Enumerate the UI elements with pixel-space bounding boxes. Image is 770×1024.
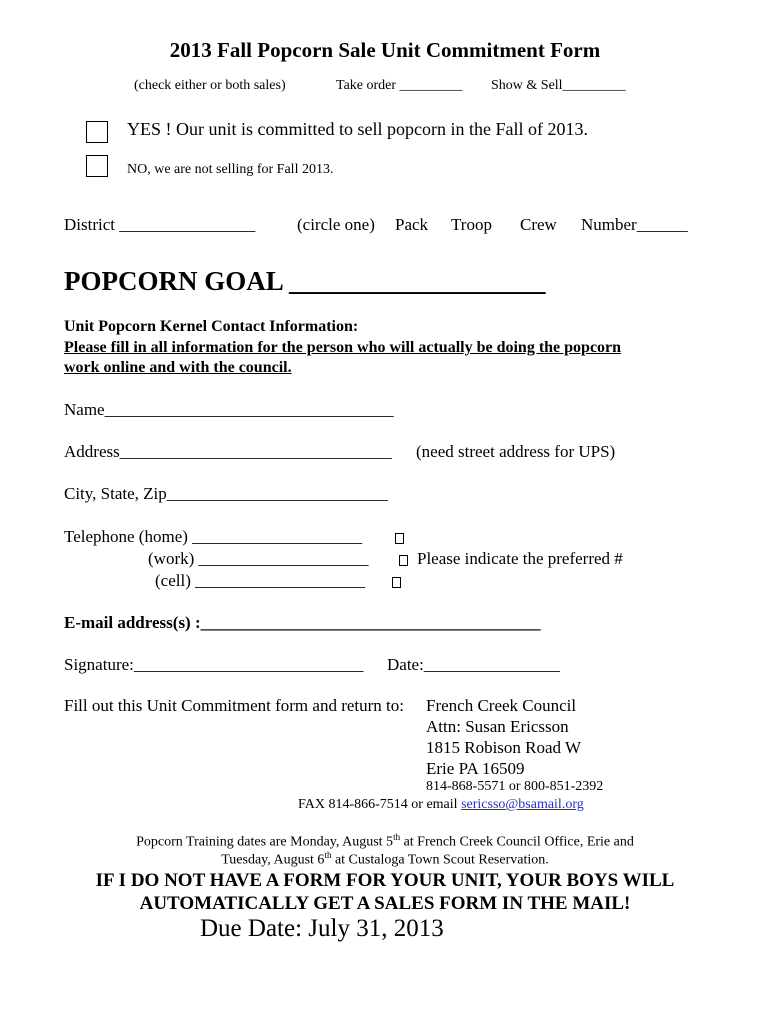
unit-type-troop[interactable]: Troop	[451, 215, 492, 234]
yes-option-label: YES ! Our unit is committed to sell popcorn in the Fall of 2013.	[127, 119, 588, 139]
training-line1: Popcorn Training dates are Monday, August 5th at French Creek Council Office, Erie and	[136, 832, 634, 850]
return-org: French Creek Council	[426, 696, 577, 715]
phone-home-preferred-checkbox[interactable]	[395, 533, 404, 544]
no-checkbox[interactable]	[86, 155, 108, 177]
unit-number-field[interactable]: Number______	[581, 215, 688, 234]
sale-type-hint: (check either or both sales)	[134, 78, 286, 93]
preferred-number-note: Please indicate the preferred #	[417, 549, 623, 568]
phone-work-preferred-checkbox[interactable]	[399, 555, 408, 566]
show-sell-field[interactable]: Show & Sell_________	[491, 78, 626, 93]
contact-heading: Unit Popcorn Kernel Contact Information:	[64, 318, 359, 335]
email-field[interactable]: E-mail address(s) :________________________________________	[64, 613, 541, 632]
take-order-field[interactable]: Take order _________	[336, 78, 463, 93]
signature-field[interactable]: Signature:___________________________	[64, 655, 364, 674]
circle-one-label: (circle one)	[297, 215, 375, 234]
phone-cell-field[interactable]: (cell) ____________________	[155, 571, 366, 590]
address-field[interactable]: Address________________________________	[64, 442, 392, 461]
phone-work-field[interactable]: (work) ____________________	[148, 549, 369, 568]
phone-home-field[interactable]: Telephone (home) ____________________	[64, 527, 363, 546]
date-field[interactable]: Date:________________	[387, 655, 560, 674]
phone-cell-preferred-checkbox[interactable]	[392, 577, 401, 588]
no-option-label: NO, we are not selling for Fall 2013.	[127, 162, 334, 177]
unit-type-pack[interactable]: Pack	[395, 215, 429, 234]
name-field[interactable]: Name__________________________________	[64, 400, 394, 419]
yes-checkbox[interactable]	[86, 121, 108, 143]
due-date: Due Date: July 31, 2013	[200, 915, 444, 942]
return-city: Erie PA 16509	[426, 759, 525, 778]
return-instruction: Fill out this Unit Commitment form and return to:	[64, 696, 404, 715]
warning-line2: AUTOMATICALLY GET A SALES FORM IN THE MAIL!	[139, 893, 631, 914]
warning-line1: IF I DO NOT HAVE A FORM FOR YOUR UNIT, YOUR BOYS WILL	[95, 870, 675, 891]
training-line2: Tuesday, August 6th at Custaloga Town Scout Reservation.	[221, 850, 549, 868]
return-street: 1815 Robison Road W	[426, 738, 582, 757]
address-note: (need street address for UPS)	[416, 442, 616, 461]
popcorn-goal-field[interactable]: POPCORN GOAL ___________________	[64, 266, 546, 296]
form-title: 2013 Fall Popcorn Sale Unit Commitment Form	[169, 38, 601, 62]
fax-text: FAX 814-866-7514 or email	[298, 797, 462, 812]
contact-note-line2: work online and with the council.	[64, 359, 292, 376]
contact-note-line1: Please fill in all information for the person who will actually be doing the popcorn	[64, 339, 622, 356]
fax-line	[298, 797, 584, 813]
district-field[interactable]: District ________________	[64, 215, 256, 234]
city-state-zip-field[interactable]: City, State, Zip__________________________	[64, 484, 388, 503]
return-phones: 814-868-5571 or 800-851-2392	[426, 779, 604, 794]
unit-type-crew[interactable]: Crew	[520, 215, 557, 234]
email-link[interactable]: sericsso@bsamail.org	[461, 797, 584, 812]
return-attn: Attn: Susan Ericsson	[426, 717, 569, 736]
